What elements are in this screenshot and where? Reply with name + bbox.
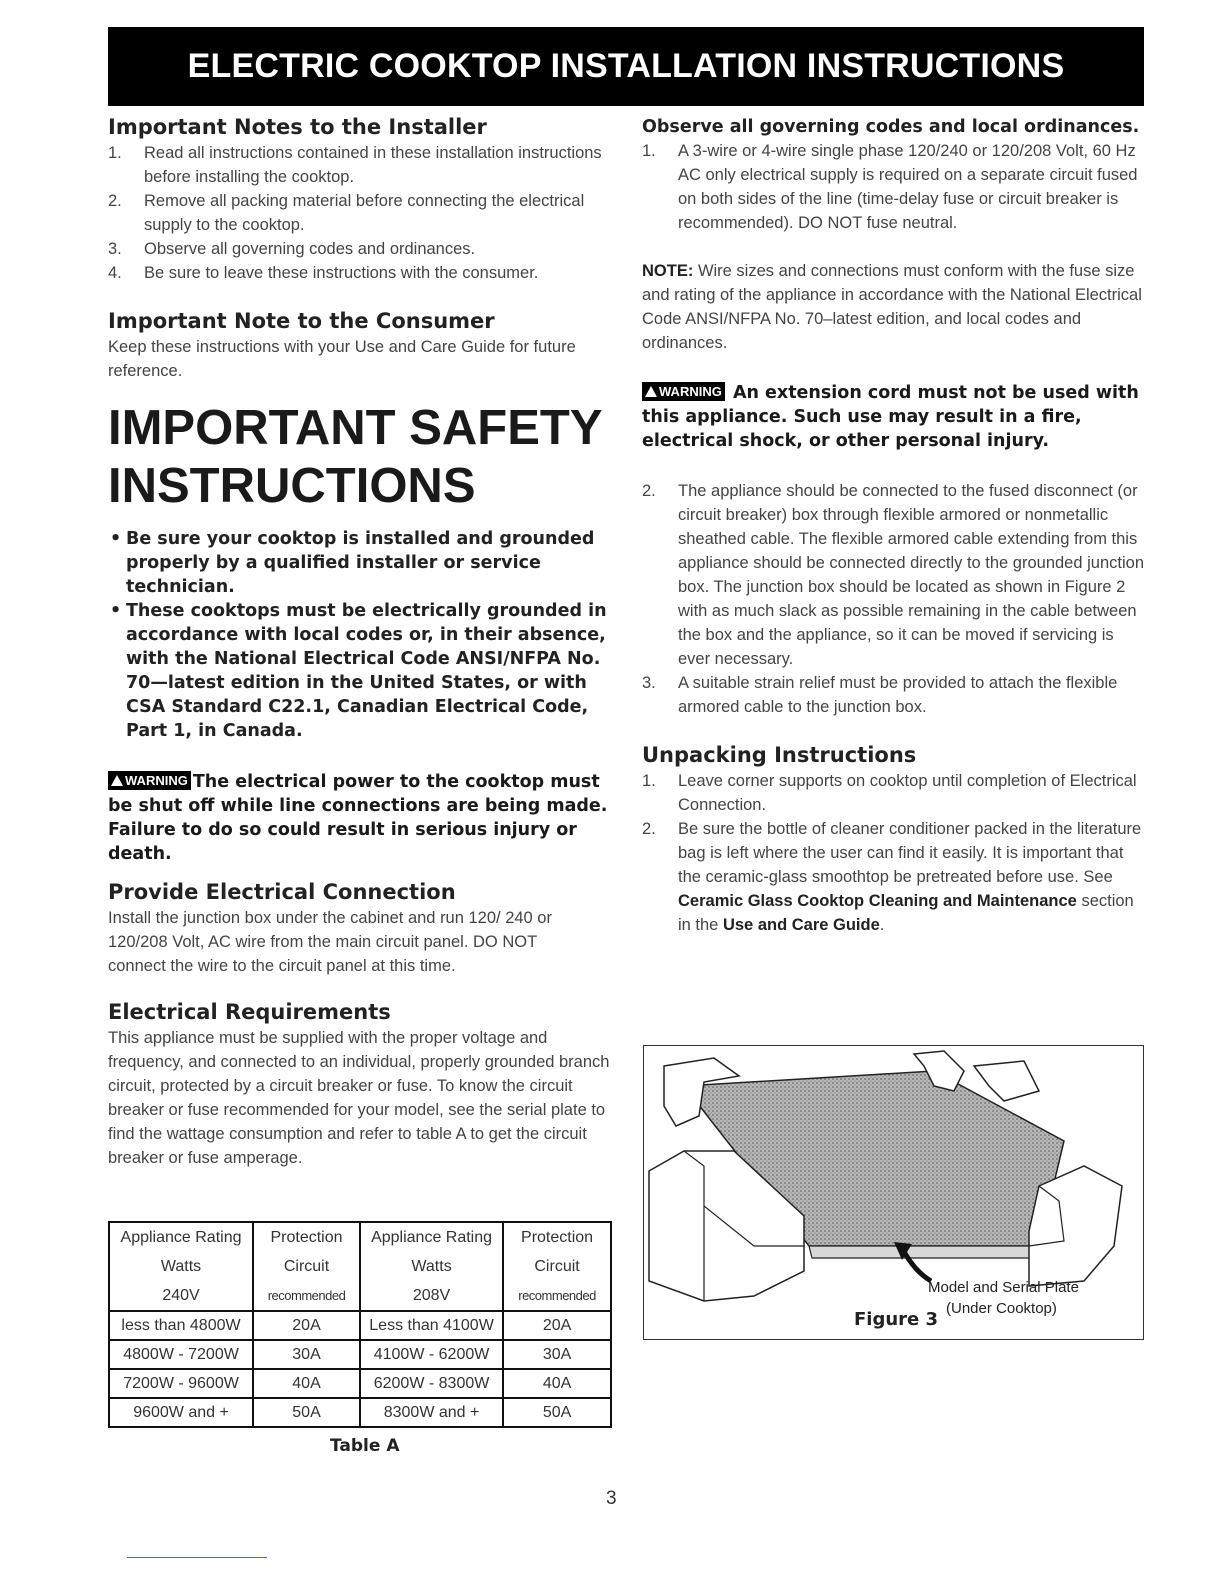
list-item — [108, 237, 613, 261]
list-item — [108, 527, 613, 599]
corner-support — [1029, 1166, 1122, 1286]
requirements-heading: Electrical Requirements — [108, 1000, 391, 1024]
serial-plate-sublabel: (Under Cooktop) — [946, 1300, 1057, 1317]
note-label: NOTE: — [642, 262, 694, 280]
warning-label: WARNING — [659, 384, 722, 399]
warning-badge — [108, 771, 191, 790]
table-header-cell — [360, 1222, 503, 1311]
header-line: Appliance Rating — [120, 1229, 242, 1246]
header-line: Watts — [411, 1258, 452, 1275]
header-line: 208V — [412, 1287, 451, 1304]
list-item — [642, 817, 1147, 937]
safety-title-line1: IMPORTANT SAFETY — [108, 401, 603, 455]
table-cell: 4100W - 6200W — [360, 1340, 503, 1369]
table-cell: 6200W - 8300W — [360, 1369, 503, 1398]
page-number: 3 — [606, 1488, 617, 1509]
use-care-guide-ref: Use and Care Guide — [722, 916, 880, 934]
warning-text: The electrical power to the cooktop must be shut off while line connections are being made. Failure to do so could result in serious injury or death. — [108, 772, 608, 864]
header-line: Protection — [521, 1229, 594, 1246]
list-item — [642, 769, 1147, 817]
item-number: 4. — [108, 264, 122, 282]
right-column — [642, 113, 1147, 937]
connection-heading: Provide Electrical Connection — [108, 880, 456, 904]
figure-3 — [643, 1045, 1144, 1340]
header-line: 240V — [162, 1287, 200, 1304]
table-cell: 40A — [253, 1369, 360, 1398]
codes-list-2 — [642, 479, 1147, 719]
warning-triangle-icon — [111, 775, 123, 786]
list-item — [108, 261, 613, 285]
header-line: recommended — [267, 1288, 346, 1303]
corner-support — [974, 1061, 1039, 1101]
header-line: recommended — [518, 1288, 596, 1303]
bullet-text: These cooktops must be electrically grounded in accordance with local codes or, in their absence, with the National Electrical Code ANSI/NFPA No. 70—latest edition in the United States, or with CSA Standard C22.1, Canadian Electrical Code, Part 1, in Canada. — [126, 601, 607, 741]
installer-list — [108, 141, 613, 285]
safety-bullets — [108, 527, 613, 743]
circuit-table — [108, 1221, 612, 1428]
warning-label: WARNING — [125, 773, 188, 788]
item-text: Leave corner supports on cooktop until completion of Electrical Connection. — [678, 772, 1137, 814]
figure-caption: Figure 3 — [854, 1309, 939, 1330]
connection-text: Install the junction box under the cabinet and run 120/ 240 or 120/208 Volt, AC wire from the main circuit panel. DO NOT connect the wire to the circuit panel at this time. — [108, 909, 552, 975]
serial-plate-label: Model and Serial Plate — [928, 1279, 1079, 1296]
item-text: A 3-wire or 4-wire single phase 120/240 or 120/208 Volt, 60 Hz AC only electrical supply is required on a separate circuit fused on both sides of the line (time-delay fuse or circuit breaker is recommended). DO NOT fuse neutral. — [678, 142, 1138, 232]
power-warning — [108, 770, 613, 866]
table-caption: Table A — [330, 1436, 400, 1456]
item-text: The appliance should be connected to the fused disconnect (or circuit breaker) box through flexible armored or nonmetallic sheathed cable. The flexible armored cable extending from this appliance should be connected directly to the grounded junction box. The junction box should be located as shown in Figure 2 with as much slack as possible remaining in the cable between the box and the appliance, so it can be moved if servicing is ever necessary. — [678, 482, 1144, 668]
table-cell: 30A — [503, 1340, 611, 1369]
header-line: Appliance Rating — [371, 1229, 493, 1246]
item-number: 3. — [108, 240, 122, 258]
table-cell: 20A — [253, 1311, 360, 1340]
list-item — [108, 141, 613, 189]
item-number: 2. — [108, 192, 122, 210]
item-text: A suitable strain relief must be provided to attach the flexible armored cable to the junction box. — [678, 674, 1118, 716]
list-item — [642, 139, 1147, 235]
consumer-heading: Important Note to the Consumer — [108, 309, 495, 333]
table-cell: 50A — [253, 1398, 360, 1427]
table-cell: 50A — [503, 1398, 611, 1427]
footer-divider — [127, 1557, 267, 1558]
safety-title — [108, 399, 613, 515]
header-line: Protection — [270, 1229, 343, 1246]
codes-note — [642, 259, 1147, 355]
warning-triangle-icon — [645, 386, 657, 397]
table-header-cell — [253, 1222, 360, 1311]
item-text: Remove all packing material before connecting the electrical supply to the cooktop. — [144, 192, 585, 234]
codes-list-1 — [642, 139, 1147, 235]
table-cell: 30A — [253, 1340, 360, 1369]
list-item — [108, 599, 613, 743]
note-text: Wire sizes and connections must conform with the fuse size and rating of the appliance in accordance with the National Electrical Code ANSI/NFPA No. 70–latest edition, and local codes and ordinances. — [642, 262, 1142, 352]
table-row — [109, 1340, 611, 1369]
item-number: 2. — [642, 820, 656, 838]
item-number: 3. — [642, 674, 656, 692]
item-text: Observe all governing codes and ordinances. — [144, 240, 476, 258]
list-item — [642, 671, 1147, 719]
requirements-text: This appliance must be supplied with the proper voltage and frequency, and connected to an individual, properly grounded branch circuit, protected by a circuit breaker or fuse. To know the circuit breaker or fuse recommended for your model, see the serial plate to find the wattage consumption and refer to table A to get the circuit breaker or fuse amperage. — [108, 1029, 610, 1167]
page-banner: ELECTRIC COOKTOP INSTALLATION INSTRUCTIONS — [108, 27, 1144, 106]
list-item — [642, 479, 1147, 671]
warning-text: An extension cord must not be used with this appliance. Such use may result in a fire, electrical shock, or other personal injury. — [642, 383, 1139, 451]
item-text: Read all instructions contained in these installation instructions before installing the cooktop. — [144, 144, 602, 186]
codes-heading: Observe all governing codes and local ordinances. — [642, 117, 1140, 137]
table-cell: 40A — [503, 1369, 611, 1398]
unpacking-heading: Unpacking Instructions — [642, 743, 917, 767]
item-text: Be sure to leave these instructions with the consumer. — [144, 264, 539, 282]
table-cell: Less than 4100W — [360, 1311, 503, 1340]
table-row — [109, 1311, 611, 1340]
table-header-cell — [503, 1222, 611, 1311]
item-number: 1. — [642, 142, 656, 160]
header-line: Watts — [160, 1258, 202, 1275]
table-row — [109, 1398, 611, 1427]
bullet-icon: • — [110, 529, 122, 549]
table-cell: 8300W and + — [360, 1398, 503, 1427]
header-line: Circuit — [534, 1258, 580, 1275]
bullet-text: Be sure your cooktop is installed and grounded properly by a qualified installer or service technician. — [126, 529, 595, 597]
safety-title-line2: INSTRUCTIONS — [108, 459, 476, 513]
table-cell: 9600W and + — [109, 1398, 253, 1427]
bullet-icon: • — [110, 601, 122, 621]
item-text: Be sure the bottle of cleaner conditioner packed in the literature bag is left where the user can find it easily. It is important that the ceramic-glass smoothtop be pretreated before use. See — [678, 820, 1142, 886]
table-cell: 7200W - 9600W — [109, 1369, 253, 1398]
table-cell: 4800W - 7200W — [109, 1340, 253, 1369]
cleaning-section-ref: Ceramic Glass Cooktop Cleaning and Maintenance — [678, 892, 1077, 910]
table-cell: less than 4800W — [109, 1311, 253, 1340]
list-item — [108, 189, 613, 237]
consumer-text: Keep these instructions with your Use and Care Guide for future reference. — [108, 338, 576, 380]
installer-heading: Important Notes to the Installer — [108, 115, 487, 139]
table-header-row — [109, 1222, 611, 1311]
unpacking-list — [642, 769, 1147, 937]
warning-badge — [642, 382, 725, 401]
item-text: . — [879, 916, 885, 934]
extension-cord-warning — [642, 381, 1147, 453]
table-row — [109, 1369, 611, 1398]
item-text: section in the — [678, 892, 1134, 934]
table-header-cell — [109, 1222, 253, 1311]
left-column — [108, 113, 613, 1170]
item-number: 1. — [108, 144, 122, 162]
item-number: 2. — [642, 482, 656, 500]
item-number: 1. — [642, 772, 656, 790]
header-line: Circuit — [283, 1258, 330, 1275]
table-cell: 20A — [503, 1311, 611, 1340]
